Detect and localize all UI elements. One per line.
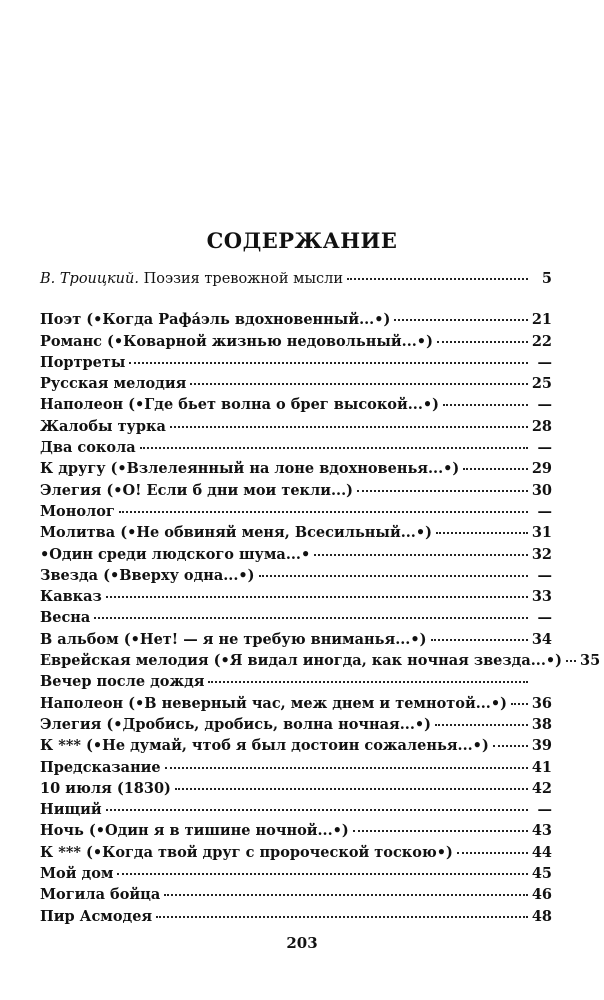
toc-entry-label: Романс (•Коварной жизнью недовольный...•) <box>40 332 433 350</box>
leader-dots <box>259 575 528 577</box>
intro-author: В. Троицкий. <box>40 271 139 287</box>
leader-dots <box>463 468 528 470</box>
toc-entry <box>40 482 552 503</box>
toc-entry-label: Жалобы турка <box>40 417 166 435</box>
toc-intro-label <box>40 271 343 287</box>
toc-entry-page: — <box>537 396 552 414</box>
toc-entry-page: 46 <box>531 886 552 904</box>
table-of-contents <box>40 270 601 929</box>
leader-dots <box>443 404 528 406</box>
toc-entry-page: — <box>537 609 552 627</box>
toc-entry <box>40 716 552 737</box>
toc-entry <box>40 886 552 907</box>
toc-entry-label: Могила бойца <box>40 886 161 904</box>
toc-entry-label: Элегия (•О! Если б дни мои текли...) <box>40 481 353 499</box>
toc-entry-page: 45 <box>531 865 552 883</box>
toc-entry-page: 22 <box>531 332 552 350</box>
toc-entry <box>40 759 552 780</box>
toc-entry-label: 10 июля (1830) <box>40 779 171 797</box>
toc-intro-page: 5 <box>541 270 552 287</box>
toc-entry-page: 39 <box>531 737 552 755</box>
leader-dots <box>353 830 528 832</box>
toc-entry <box>40 333 552 354</box>
leader-dots <box>106 809 528 811</box>
toc-entry-label: Русская мелодия <box>40 375 187 393</box>
leader-dots <box>129 362 528 364</box>
leader-dots <box>357 490 528 492</box>
toc-entry-page: 31 <box>531 524 552 542</box>
toc-entry <box>40 780 552 801</box>
toc-entry <box>40 588 552 609</box>
leader-dots <box>347 278 528 280</box>
toc-entry-label: Пир Асмодея <box>40 907 153 925</box>
toc-entry-label: К *** (•Не думай, чтоб я был достоин сожаленья...•) <box>40 737 489 755</box>
toc-entry-page: 25 <box>531 375 552 393</box>
toc-entry-page: 41 <box>531 758 552 776</box>
toc-entry-label: Элегия (•Дробись, дробись, волна ночная...•) <box>40 715 431 733</box>
toc-entry-label: Мой дом <box>40 865 114 883</box>
toc-entry <box>40 524 552 545</box>
intro-title: Поэзия тревожной мысли <box>143 271 344 287</box>
page-number: 203 <box>286 934 318 952</box>
toc-entry <box>40 652 601 673</box>
toc-entry <box>40 844 552 865</box>
toc-entry <box>40 375 552 396</box>
toc-entry-label: Весна <box>40 609 91 627</box>
toc-entry-page: 38 <box>531 715 552 733</box>
leader-dots <box>436 532 528 534</box>
leader-dots <box>94 617 528 619</box>
leader-dots <box>140 447 528 449</box>
toc-entry-label: Наполеон (•Где бьет волна о брег высокой...•) <box>40 396 440 414</box>
leader-dots <box>437 341 528 343</box>
leader-dots <box>511 703 528 705</box>
toc-entry-page: 44 <box>531 843 552 861</box>
toc-entry-label: Вечер после дождя <box>40 673 205 691</box>
toc-entry-label: Кавказ <box>40 588 102 606</box>
toc-entry <box>40 503 552 524</box>
leader-dots <box>431 639 528 641</box>
toc-entry <box>40 567 552 588</box>
leader-dots <box>435 724 528 726</box>
toc-entries <box>40 311 601 929</box>
toc-entry-label: Молитва (•Не обвиняй меня, Всесильный...•) <box>40 524 432 542</box>
toc-entry <box>40 631 552 652</box>
toc-entry <box>40 311 552 332</box>
toc-entry-label: Ночь (•Один я в тишине ночной...•) <box>40 822 349 840</box>
toc-entry <box>40 673 552 694</box>
toc-intro-entry <box>40 270 552 291</box>
toc-entry-label: Звезда (•Вверху одна...•) <box>40 566 255 584</box>
leader-dots <box>117 873 527 875</box>
leader-dots <box>457 852 528 854</box>
toc-entry <box>40 737 552 758</box>
leader-dots <box>566 660 576 662</box>
toc-entry-label: Поэт (•Когда Рафа́эль вдохновенный...•) <box>40 311 391 329</box>
toc-entry-page: — <box>537 439 552 457</box>
toc-entry-page: 34 <box>531 630 552 648</box>
toc-entry-page: — <box>537 353 552 371</box>
toc-entry <box>40 460 552 481</box>
toc-entry-page: — <box>537 566 552 584</box>
toc-entry-page: — <box>537 801 552 819</box>
toc-entry-page: 48 <box>531 907 552 925</box>
toc-entry-page: 32 <box>531 545 552 563</box>
leader-dots <box>170 426 528 428</box>
leader-dots <box>164 894 528 896</box>
toc-entry <box>40 439 552 460</box>
leader-dots <box>190 383 527 385</box>
toc-entry <box>40 865 552 886</box>
toc-entry-label: Нищий <box>40 801 102 819</box>
toc-entry <box>40 908 552 929</box>
toc-entry-label: Монолог <box>40 502 115 520</box>
leader-dots <box>165 767 528 769</box>
toc-entry-page: 35 <box>580 652 601 670</box>
toc-entry <box>40 418 552 439</box>
toc-entry-page: 29 <box>531 460 552 478</box>
toc-entry-page: 33 <box>531 588 552 606</box>
toc-entry <box>40 354 552 375</box>
toc-entry <box>40 609 552 630</box>
toc-entry-label: К другу (•Взлелеянный на лоне вдохновенья...•) <box>40 460 460 478</box>
toc-entry <box>40 546 552 567</box>
leader-dots <box>156 916 528 918</box>
leader-dots <box>314 554 528 556</box>
toc-entry-label: Портреты <box>40 353 126 371</box>
toc-entry-label: Наполеон (•В неверный час, меж днем и темнотой...•) <box>40 694 507 712</box>
toc-entry <box>40 822 552 843</box>
toc-entry-page: 36 <box>531 694 552 712</box>
leader-dots <box>394 319 527 321</box>
leader-dots <box>119 511 528 513</box>
toc-entry-label: Два сокола <box>40 439 136 457</box>
page-title: СОДЕРЖАНИЕ <box>206 228 398 253</box>
toc-entry-label: В альбом (•Нет! — я не требую вниманья...•) <box>40 630 427 648</box>
toc-entry-page: — <box>537 502 552 520</box>
toc-entry-label: Еврейская мелодия (•Я видал иногда, как ночная звезда...•) <box>40 652 562 670</box>
toc-entry <box>40 801 552 822</box>
toc-entry-label: Предсказание <box>40 758 161 776</box>
toc-entry-page: 43 <box>531 822 552 840</box>
toc-entry-page: 28 <box>531 417 552 435</box>
toc-entry-page: 30 <box>531 481 552 499</box>
toc-entry-label: •Один среди людского шума...• <box>40 545 311 563</box>
leader-dots <box>208 681 528 683</box>
toc-entry-page: 21 <box>531 311 552 329</box>
toc-entry-label: К *** (•Когда твой друг с пророческой тоскою•) <box>40 843 453 861</box>
toc-entry <box>40 396 552 417</box>
toc-entry <box>40 695 552 716</box>
toc-entry-page: 42 <box>531 779 552 797</box>
leader-dots <box>175 788 528 790</box>
leader-dots <box>493 745 528 747</box>
leader-dots <box>106 596 528 598</box>
